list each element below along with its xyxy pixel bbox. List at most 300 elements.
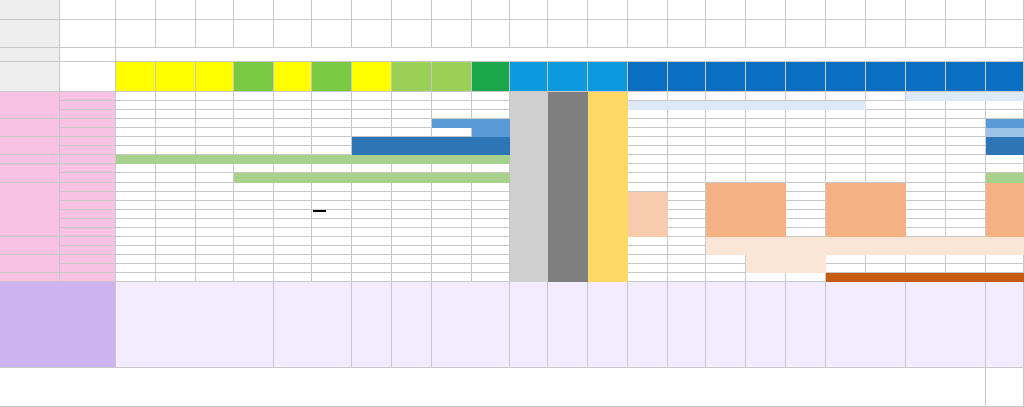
group-count-2[interactable] xyxy=(196,20,234,48)
grid-cell[interactable] xyxy=(432,264,472,273)
grid-cell[interactable] xyxy=(746,146,786,155)
grid-cell[interactable] xyxy=(668,92,706,101)
grid-cell[interactable] xyxy=(628,137,668,146)
grid-cell[interactable] xyxy=(392,237,432,246)
grid-cell[interactable] xyxy=(234,146,274,155)
grid-cell[interactable] xyxy=(706,255,746,264)
grid-cell[interactable] xyxy=(866,255,906,264)
grid-cell[interactable] xyxy=(786,201,826,210)
section-violines[interactable] xyxy=(0,183,60,237)
grid-cell[interactable] xyxy=(352,119,392,128)
grid-cell[interactable] xyxy=(392,273,432,282)
body-level-16[interactable] xyxy=(746,62,786,92)
section-contrabajo[interactable] xyxy=(0,273,60,282)
group-count-19[interactable] xyxy=(866,20,906,48)
grid-cell[interactable] xyxy=(866,137,906,146)
body-level-19[interactable] xyxy=(866,62,906,92)
grid-cell[interactable] xyxy=(234,201,274,210)
grid-cell[interactable] xyxy=(352,237,392,246)
grid-cell[interactable] xyxy=(234,246,274,255)
grid-cell[interactable] xyxy=(946,255,986,264)
grid-cell[interactable] xyxy=(986,155,1024,164)
grid-cell[interactable] xyxy=(746,119,786,128)
minute-160[interactable] xyxy=(510,0,548,20)
grid-cell[interactable] xyxy=(668,119,706,128)
grid-cell[interactable] xyxy=(312,219,352,228)
sonoro-7[interactable] xyxy=(588,282,628,368)
grid-cell[interactable] xyxy=(826,264,866,273)
grid-cell[interactable] xyxy=(786,155,826,164)
grid-cell[interactable] xyxy=(116,92,156,101)
group-count-20[interactable] xyxy=(906,20,946,48)
grid-cell[interactable] xyxy=(116,264,156,273)
section-trompetas[interactable] xyxy=(0,119,60,137)
grid-cell[interactable] xyxy=(352,246,392,255)
minute-300[interactable] xyxy=(986,0,1024,20)
grid-cell[interactable] xyxy=(312,255,352,264)
grid-cell[interactable] xyxy=(866,119,906,128)
grid-cell[interactable] xyxy=(986,164,1024,173)
grid-cell[interactable] xyxy=(352,183,392,192)
grid-cell[interactable] xyxy=(196,255,234,264)
grid-cell[interactable] xyxy=(156,128,196,137)
grid-cell[interactable] xyxy=(352,92,392,101)
grid-cell[interactable] xyxy=(274,246,312,255)
body-level-12[interactable] xyxy=(588,62,628,92)
grid-cell[interactable] xyxy=(432,255,472,264)
grid-cell[interactable] xyxy=(826,128,866,137)
sonoro-14[interactable] xyxy=(906,282,986,368)
grid-cell[interactable] xyxy=(668,192,706,201)
grid-cell[interactable] xyxy=(472,264,510,273)
sonoro-label[interactable] xyxy=(0,282,116,368)
grid-cell[interactable] xyxy=(312,164,352,173)
sonoro-9[interactable] xyxy=(668,282,706,368)
minute-195[interactable] xyxy=(628,0,668,20)
grid-cell[interactable] xyxy=(116,219,156,228)
minute-75[interactable] xyxy=(274,0,312,20)
grid-cell[interactable] xyxy=(628,155,668,164)
grid-cell[interactable] xyxy=(786,137,826,146)
grid-cell[interactable] xyxy=(196,137,234,146)
grid-cell[interactable] xyxy=(156,173,196,183)
grid-cell[interactable] xyxy=(432,183,472,192)
grid-cell[interactable] xyxy=(312,128,352,137)
group-count-1[interactable] xyxy=(156,20,196,48)
grid-cell[interactable] xyxy=(196,119,234,128)
body-level-18[interactable] xyxy=(826,62,866,92)
grid-cell[interactable] xyxy=(668,110,706,119)
instrument-9[interactable] xyxy=(60,173,116,183)
grid-cell[interactable] xyxy=(156,146,196,155)
grid-cell[interactable] xyxy=(392,246,432,255)
grid-cell[interactable] xyxy=(234,273,274,282)
grid-cell[interactable] xyxy=(352,210,392,219)
grid-cell[interactable] xyxy=(746,137,786,146)
group-count-21[interactable] xyxy=(946,20,986,48)
grid-cell[interactable] xyxy=(196,201,234,210)
grid-cell[interactable] xyxy=(156,246,196,255)
minute-30[interactable] xyxy=(156,0,196,20)
body-level-4[interactable] xyxy=(274,62,312,92)
grid-cell[interactable] xyxy=(628,164,668,173)
instrument-5[interactable] xyxy=(60,137,116,146)
grid-cell[interactable] xyxy=(472,237,510,246)
grid-cell[interactable] xyxy=(274,164,312,173)
body-level-10[interactable] xyxy=(510,62,548,92)
group-count-6[interactable] xyxy=(352,20,392,48)
grid-cell[interactable] xyxy=(668,164,706,173)
grid-cell[interactable] xyxy=(274,183,312,192)
grid-cell[interactable] xyxy=(786,210,826,219)
grid-cell[interactable] xyxy=(392,201,432,210)
grid-cell[interactable] xyxy=(668,210,706,219)
grid-cell[interactable] xyxy=(906,137,946,146)
grid-cell[interactable] xyxy=(196,146,234,155)
grid-cell[interactable] xyxy=(392,219,432,228)
grid-cell[interactable] xyxy=(432,246,472,255)
grid-cell[interactable] xyxy=(196,228,234,237)
grid-cell[interactable] xyxy=(312,192,352,201)
instrument-7[interactable] xyxy=(60,155,116,164)
minute-225[interactable] xyxy=(706,0,746,20)
grid-cell[interactable] xyxy=(234,92,274,101)
grid-cell[interactable] xyxy=(274,110,312,119)
grid-cell[interactable] xyxy=(392,210,432,219)
grid-cell[interactable] xyxy=(234,219,274,228)
grid-cell[interactable] xyxy=(352,264,392,273)
grid-cell[interactable] xyxy=(274,92,312,101)
compases-label[interactable] xyxy=(0,0,60,20)
group-count-22[interactable] xyxy=(986,20,1024,48)
body-level-3[interactable] xyxy=(234,62,274,92)
grid-cell[interactable] xyxy=(352,255,392,264)
grid-cell[interactable] xyxy=(274,192,312,201)
grid-cell[interactable] xyxy=(156,164,196,173)
grid-cell[interactable] xyxy=(628,246,668,255)
grid-cell[interactable] xyxy=(196,237,234,246)
grid-cell[interactable] xyxy=(234,101,274,110)
grid-cell[interactable] xyxy=(906,255,946,264)
grid-cell[interactable] xyxy=(156,237,196,246)
instrument-18[interactable] xyxy=(60,255,116,264)
grid-cell[interactable] xyxy=(706,110,746,119)
grid-cell[interactable] xyxy=(786,183,826,192)
grid-cell[interactable] xyxy=(116,192,156,201)
grid-cell[interactable] xyxy=(274,210,312,219)
grid-cell[interactable] xyxy=(234,137,274,146)
grid-cell[interactable] xyxy=(234,110,274,119)
grid-cell[interactable] xyxy=(472,246,510,255)
grid-cell[interactable] xyxy=(312,92,352,101)
grid-cell[interactable] xyxy=(946,219,986,228)
grid-cell[interactable] xyxy=(746,164,786,173)
grid-cell[interactable] xyxy=(196,219,234,228)
instrument-11[interactable] xyxy=(60,192,116,201)
grid-cell[interactable] xyxy=(906,128,946,137)
body-level-8[interactable] xyxy=(432,62,472,92)
grid-cell[interactable] xyxy=(472,192,510,201)
grid-cell[interactable] xyxy=(628,146,668,155)
grid-cell[interactable] xyxy=(746,173,786,183)
grid-cell[interactable] xyxy=(826,155,866,164)
grid-cell[interactable] xyxy=(116,228,156,237)
grid-cell[interactable] xyxy=(986,255,1024,264)
grid-cell[interactable] xyxy=(432,192,472,201)
grid-cell[interactable] xyxy=(116,273,156,282)
grid-cell[interactable] xyxy=(234,119,274,128)
grid-cell[interactable] xyxy=(786,119,826,128)
grid-cell[interactable] xyxy=(116,210,156,219)
grid-cell[interactable] xyxy=(668,237,706,246)
grid-cell[interactable] xyxy=(906,110,946,119)
grid-cell[interactable] xyxy=(352,201,392,210)
grid-cell[interactable] xyxy=(946,119,986,128)
grid-cell[interactable] xyxy=(866,155,906,164)
sonoro-12[interactable] xyxy=(786,282,826,368)
grid-cell[interactable] xyxy=(312,110,352,119)
idea-general-label[interactable] xyxy=(0,20,60,48)
grid-cell[interactable] xyxy=(196,246,234,255)
section-timbal[interactable] xyxy=(0,164,60,183)
grid-cell[interactable] xyxy=(392,255,432,264)
instrument-0[interactable] xyxy=(60,92,116,101)
grid-cell[interactable] xyxy=(786,92,826,101)
minute-45[interactable] xyxy=(196,0,234,20)
grid-cell[interactable] xyxy=(234,255,274,264)
group-count-17[interactable] xyxy=(786,20,826,48)
grid-cell[interactable] xyxy=(826,119,866,128)
grid-cell[interactable] xyxy=(668,228,706,237)
grid-cell[interactable] xyxy=(312,228,352,237)
grid-cell[interactable] xyxy=(906,101,946,110)
instrument-15[interactable] xyxy=(60,228,116,237)
grid-cell[interactable] xyxy=(312,273,352,282)
section-trombones[interactable] xyxy=(0,137,60,155)
body-level-14[interactable] xyxy=(668,62,706,92)
grid-cell[interactable] xyxy=(196,264,234,273)
minute-280[interactable] xyxy=(866,0,906,20)
grid-cell[interactable] xyxy=(826,255,866,264)
grid-cell[interactable] xyxy=(906,201,946,210)
minute-240[interactable] xyxy=(746,0,786,20)
grid-cell[interactable] xyxy=(274,255,312,264)
grid-cell[interactable] xyxy=(432,101,472,110)
grid-cell[interactable] xyxy=(628,255,668,264)
minute-15[interactable] xyxy=(116,0,156,20)
group-count-18[interactable] xyxy=(826,20,866,48)
grid-cell[interactable] xyxy=(156,219,196,228)
grid-cell[interactable] xyxy=(472,201,510,210)
grid-cell[interactable] xyxy=(472,273,510,282)
grid-cell[interactable] xyxy=(116,146,156,155)
grid-cell[interactable] xyxy=(472,164,510,173)
grid-cell[interactable] xyxy=(946,101,986,110)
group-count-14[interactable] xyxy=(668,20,706,48)
body-level-6[interactable] xyxy=(352,62,392,92)
grid-cell[interactable] xyxy=(786,192,826,201)
grid-cell[interactable] xyxy=(312,246,352,255)
grid-cell[interactable] xyxy=(826,92,866,101)
grid-cell[interactable] xyxy=(946,146,986,155)
grid-cell[interactable] xyxy=(234,128,274,137)
section-viola[interactable] xyxy=(0,237,60,255)
grid-cell[interactable] xyxy=(234,237,274,246)
grid-cell[interactable] xyxy=(786,219,826,228)
specific-idea-text[interactable] xyxy=(116,48,1024,62)
group-count-5[interactable] xyxy=(312,20,352,48)
grid-cell[interactable] xyxy=(946,164,986,173)
instrument-1[interactable] xyxy=(60,101,116,110)
grid-cell[interactable] xyxy=(866,173,906,183)
sonoro-1[interactable] xyxy=(274,282,352,368)
grid-cell[interactable] xyxy=(628,183,668,192)
minute-170[interactable] xyxy=(548,0,588,20)
grid-cell[interactable] xyxy=(906,146,946,155)
body-level-7[interactable] xyxy=(392,62,432,92)
grid-cell[interactable] xyxy=(668,255,706,264)
grid-cell[interactable] xyxy=(196,92,234,101)
grid-cell[interactable] xyxy=(628,92,668,101)
grid-cell[interactable] xyxy=(986,264,1024,273)
instrument-6[interactable] xyxy=(60,146,116,155)
grid-cell[interactable] xyxy=(826,110,866,119)
instrument-10[interactable] xyxy=(60,183,116,192)
minute-255[interactable] xyxy=(786,0,826,20)
grid-cell[interactable] xyxy=(786,273,826,282)
body-level-20[interactable] xyxy=(906,62,946,92)
grid-cell[interactable] xyxy=(946,137,986,146)
idea-especifica-sub-label[interactable] xyxy=(60,48,116,62)
grid-cell[interactable] xyxy=(706,119,746,128)
grid-cell[interactable] xyxy=(312,137,352,146)
grid-cell[interactable] xyxy=(156,264,196,273)
grid-cell[interactable] xyxy=(628,110,668,119)
grid-cell[interactable] xyxy=(906,192,946,201)
grid-cell[interactable] xyxy=(628,264,668,273)
grid-cell[interactable] xyxy=(946,192,986,201)
grid-cell[interactable] xyxy=(196,173,234,183)
group-count-16[interactable] xyxy=(746,20,786,48)
grid-cell[interactable] xyxy=(312,119,352,128)
grid-cell[interactable] xyxy=(234,192,274,201)
grid-cell[interactable] xyxy=(116,246,156,255)
group-count-10[interactable] xyxy=(510,20,548,48)
grid-cell[interactable] xyxy=(234,183,274,192)
grid-cell[interactable] xyxy=(274,146,312,155)
grid-cell[interactable] xyxy=(906,183,946,192)
grid-cell[interactable] xyxy=(946,173,986,183)
grid-cell[interactable] xyxy=(786,173,826,183)
grid-cell[interactable] xyxy=(116,110,156,119)
instrument-4[interactable] xyxy=(60,128,116,137)
grid-cell[interactable] xyxy=(156,192,196,201)
grid-cell[interactable] xyxy=(156,255,196,264)
grid-cell[interactable] xyxy=(628,273,668,282)
grid-cell[interactable] xyxy=(196,110,234,119)
grid-cell[interactable] xyxy=(746,92,786,101)
grid-cell[interactable] xyxy=(392,228,432,237)
grid-cell[interactable] xyxy=(432,219,472,228)
grid-cell[interactable] xyxy=(986,110,1024,119)
grid-cell[interactable] xyxy=(866,92,906,101)
grid-cell[interactable] xyxy=(116,255,156,264)
grid-cell[interactable] xyxy=(986,101,1024,110)
grid-cell[interactable] xyxy=(746,273,786,282)
grid-cell[interactable] xyxy=(274,237,312,246)
grid-cell[interactable] xyxy=(668,264,706,273)
grid-cell[interactable] xyxy=(668,183,706,192)
group-count-7[interactable] xyxy=(392,20,432,48)
sonoro-15[interactable] xyxy=(986,282,1024,368)
grid-cell[interactable] xyxy=(116,137,156,146)
grid-cell[interactable] xyxy=(472,110,510,119)
grid-cell[interactable] xyxy=(432,228,472,237)
grid-cell[interactable] xyxy=(628,237,668,246)
grid-cell[interactable] xyxy=(786,128,826,137)
grid-cell[interactable] xyxy=(472,255,510,264)
indicacion-sub-label[interactable] xyxy=(60,62,116,92)
grid-cell[interactable] xyxy=(706,164,746,173)
grid-cell[interactable] xyxy=(746,128,786,137)
grid-cell[interactable] xyxy=(906,164,946,173)
grid-cell[interactable] xyxy=(432,92,472,101)
grid-cell[interactable] xyxy=(312,264,352,273)
grid-cell[interactable] xyxy=(352,110,392,119)
grid-cell[interactable] xyxy=(472,210,510,219)
grid-cell[interactable] xyxy=(352,219,392,228)
group-count-15[interactable] xyxy=(706,20,746,48)
grid-cell[interactable] xyxy=(116,201,156,210)
sonoro-6[interactable] xyxy=(548,282,588,368)
grid-cell[interactable] xyxy=(706,173,746,183)
body-level-2[interactable] xyxy=(196,62,234,92)
grid-cell[interactable] xyxy=(786,228,826,237)
minute-90[interactable] xyxy=(312,0,352,20)
body-level-9[interactable] xyxy=(472,62,510,92)
grid-cell[interactable] xyxy=(866,110,906,119)
grid-cell[interactable] xyxy=(352,101,392,110)
idea-general-sub-label[interactable] xyxy=(60,20,116,48)
sonoro-5[interactable] xyxy=(510,282,548,368)
grid-cell[interactable] xyxy=(392,101,432,110)
grid-cell[interactable] xyxy=(116,101,156,110)
grid-cell[interactable] xyxy=(116,164,156,173)
grid-cell[interactable] xyxy=(116,119,156,128)
body-level-13[interactable] xyxy=(628,62,668,92)
grid-cell[interactable] xyxy=(946,264,986,273)
grid-cell[interactable] xyxy=(946,155,986,164)
grid-cell[interactable] xyxy=(668,173,706,183)
grid-cell[interactable] xyxy=(312,183,352,192)
grid-cell[interactable] xyxy=(906,228,946,237)
group-count-12[interactable] xyxy=(588,20,628,48)
sonoro-4[interactable] xyxy=(432,282,510,368)
footer-note[interactable] xyxy=(0,368,986,407)
grid-cell[interactable] xyxy=(628,128,668,137)
sonoro-13[interactable] xyxy=(826,282,906,368)
grid-cell[interactable] xyxy=(392,192,432,201)
grid-cell[interactable] xyxy=(826,146,866,155)
instrument-12[interactable] xyxy=(60,201,116,210)
grid-cell[interactable] xyxy=(906,173,946,183)
grid-cell[interactable] xyxy=(472,183,510,192)
grid-cell[interactable] xyxy=(312,146,352,155)
grid-cell[interactable] xyxy=(946,228,986,237)
minute-120[interactable] xyxy=(392,0,432,20)
grid-cell[interactable] xyxy=(826,164,866,173)
instrument-8[interactable] xyxy=(60,164,116,173)
